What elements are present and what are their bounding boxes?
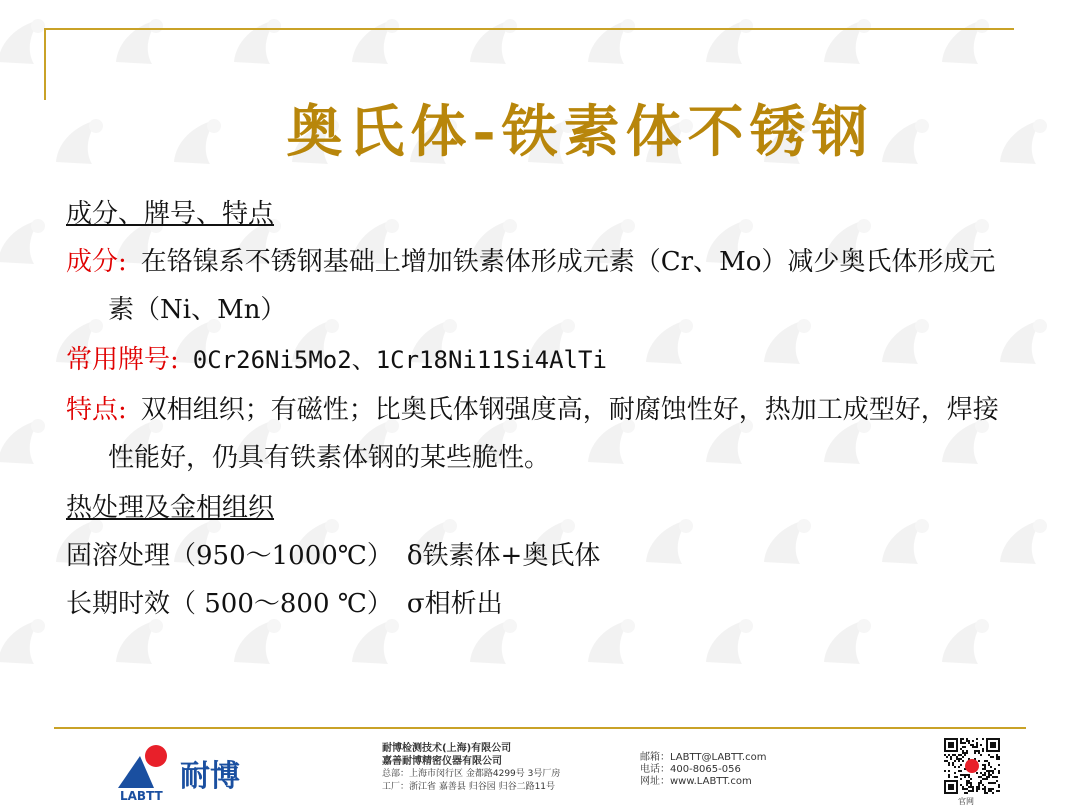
contact-info (640, 752, 766, 788)
logo-text: LABTT (120, 789, 163, 802)
company-info (382, 742, 560, 794)
section-heading-composition: 成分、牌号、特点 (66, 199, 275, 229)
qr-caption: 官网 (958, 797, 974, 806)
watermark-logo-icon (0, 410, 54, 474)
treatment2-process: 长期时效（ 500～800 ℃） (66, 589, 393, 619)
slide-content (66, 190, 1016, 628)
grades-label: 常用牌号: (66, 345, 179, 375)
logo-chinese: 耐博 (180, 759, 240, 794)
watermark-logo-icon (0, 610, 54, 674)
watermark-logo-icon (462, 10, 526, 74)
features-label: 特点: (66, 395, 127, 425)
grades-text: 0Cr26Ni5Mo2、1Cr18Ni11Si4AlTi (192, 346, 607, 374)
composition-text: 在铬镍系不锈钢基础上增加铁素体形成元素（Cr、Mo）减少奥氏体形成元素（Ni、Mn） (108, 247, 996, 325)
contact-phone: 电话：400-8065-056 (640, 764, 741, 775)
footer-line (54, 727, 1026, 729)
features-text: 双相组织；有磁性；比奥氏体钢强度高，耐腐蚀性好，热加工成型好，焊接性能好，仍具有铁素体钢的某些脆性。 (108, 395, 999, 473)
company-line1: 耐博检测技术(上海)有限公司 (382, 743, 512, 754)
watermark-logo-icon (698, 10, 762, 74)
treatment1-result: δ铁素体+奥氏体 (406, 541, 601, 571)
features-paragraph (66, 386, 1016, 482)
company-address1: 总部：上海市闵行区 金都路4299号 3号厂房 (382, 769, 561, 779)
logo-circle-icon (145, 745, 167, 767)
contact-email: 邮箱：LABTT@LABTT.com (640, 752, 767, 763)
watermark-logo-icon (108, 10, 172, 74)
watermark-logo-icon (816, 10, 880, 74)
contact-website: 网址：www.LABTT.com (640, 776, 752, 787)
qr-code-icon (944, 738, 1000, 794)
composition-label: 成分: (66, 247, 127, 277)
watermark-logo-icon (580, 10, 644, 74)
composition-paragraph (66, 238, 1016, 334)
treatment1-process: 固溶处理（950～1000℃） (66, 541, 393, 571)
watermark-logo-icon (226, 10, 290, 74)
watermark-logo-icon (344, 10, 408, 74)
grades-paragraph (66, 336, 1016, 384)
labtt-logo (110, 738, 290, 802)
treatment-row-2 (66, 580, 1016, 628)
watermark-logo-icon (934, 10, 998, 74)
treatment-row-1 (66, 532, 1016, 580)
company-address2: 工厂：浙江省 嘉善县 归谷园 归谷二路11号 (382, 782, 556, 792)
frame-top-line (44, 28, 1014, 30)
section-heading-heat-treatment: 热处理及金相组织 (66, 493, 275, 523)
slide-title: 奥氏体-铁素体不锈钢 (286, 99, 874, 165)
watermark-logo-icon (0, 210, 54, 274)
treatment2-result: σ相析出 (406, 589, 503, 619)
company-line2: 嘉善耐博精密仪器有限公司 (382, 756, 502, 767)
